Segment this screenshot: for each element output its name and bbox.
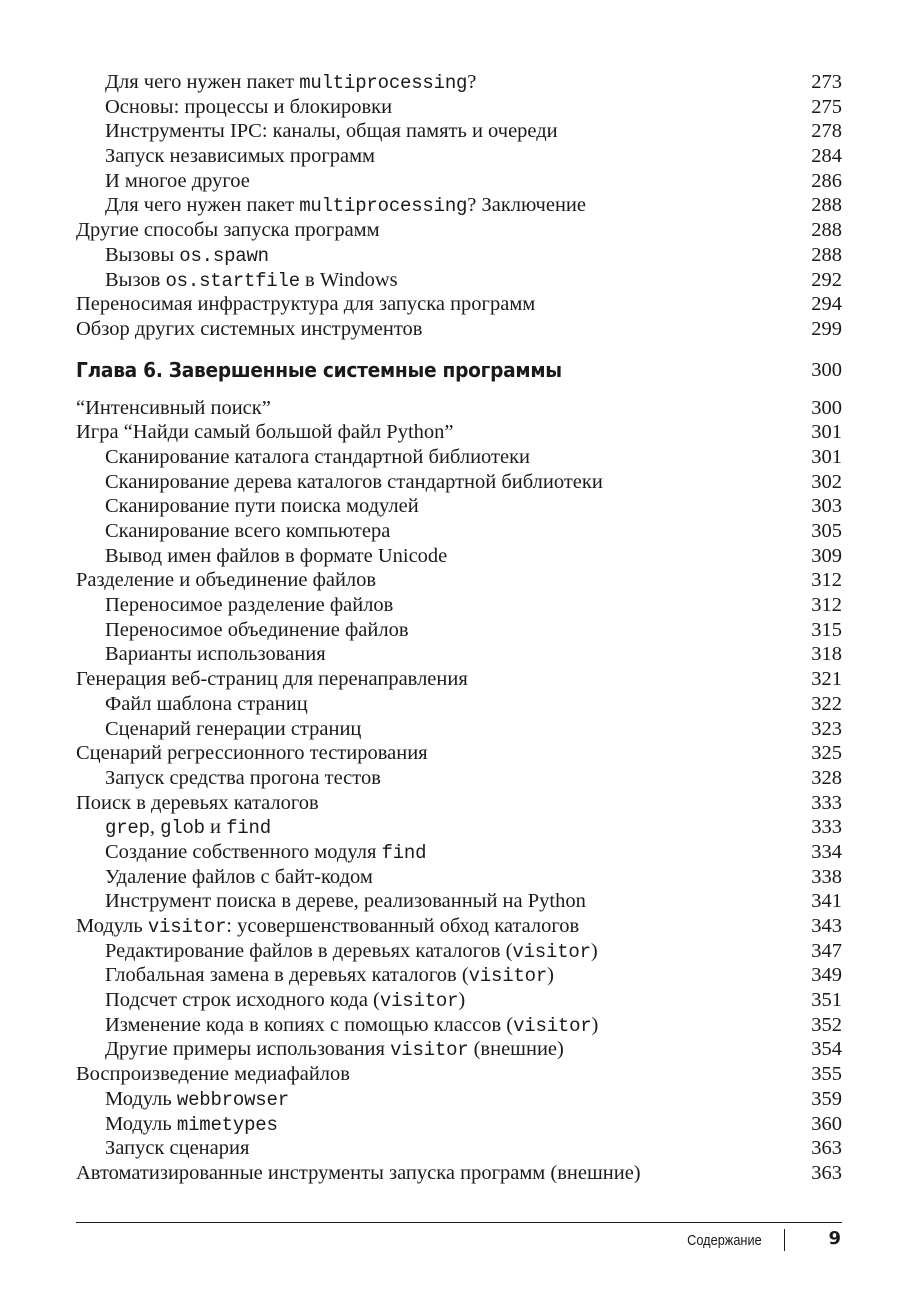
title-text: Создание собственного модуля	[105, 840, 382, 863]
toc-page-number: 292	[811, 268, 842, 291]
title-text: Инструмент поиска в дереве, реализованный на Python	[105, 890, 586, 913]
toc-subentry	[76, 268, 842, 293]
toc-entry-title	[76, 218, 380, 243]
toc-page-number: 302	[811, 470, 842, 493]
title-text: Основы: процессы и блокировки	[105, 95, 393, 118]
toc-page-number: 275	[811, 95, 842, 118]
toc-section-before	[76, 70, 842, 342]
chapter-spacer	[76, 342, 842, 356]
code-identifier: visitor	[379, 990, 459, 1013]
toc-subentry	[76, 988, 842, 1013]
toc-entry-title	[105, 815, 271, 841]
title-text: Поиск в деревьях каталогов	[76, 791, 319, 814]
title-text: Другие способы запуска программ	[76, 219, 380, 242]
toc-chapter-heading	[76, 356, 842, 396]
title-text: Сканирование дерева каталогов стандартной библиотеки	[105, 470, 603, 493]
toc-subentry	[76, 169, 842, 194]
toc-entry-title	[76, 396, 271, 421]
title-text: Сценарий регрессионного тестирования	[76, 742, 428, 765]
toc-page-number: 338	[811, 865, 842, 888]
toc-entry-title	[76, 317, 422, 342]
code-identifier: visitor	[513, 1014, 592, 1037]
footer-divider	[784, 1229, 785, 1251]
toc-page-number: 294	[811, 293, 842, 316]
toc-page-number: 363	[811, 1161, 842, 1184]
toc-subentry	[76, 1087, 842, 1112]
toc-entry-title	[105, 95, 392, 120]
title-text: Разделение и объединение файлов	[76, 569, 377, 592]
toc-entry-title	[76, 1062, 350, 1087]
title-text: Вывод имен файлов в формате Unicode	[105, 544, 448, 567]
title-text: Запуск независимых программ	[105, 145, 376, 168]
toc-subentry	[76, 692, 842, 717]
toc-page-number: 301	[811, 445, 842, 468]
code-identifier: visitor	[468, 965, 548, 988]
toc-page-number: 333	[811, 791, 842, 814]
toc-subentry	[76, 815, 842, 840]
toc-page-number: 278	[811, 120, 842, 143]
title-text: Сканирование каталога стандартной библиотеки	[105, 445, 531, 468]
toc-entry	[76, 667, 842, 692]
toc-subentry	[76, 618, 842, 643]
toc-page-number: 363	[811, 1137, 842, 1160]
toc-page-number: 299	[811, 317, 842, 340]
title-text: в Windows	[299, 268, 398, 291]
code-identifier: visitor	[390, 1039, 469, 1062]
toc-page-number: 328	[811, 766, 842, 789]
toc-page-number: 315	[811, 618, 842, 641]
toc-page-number: 341	[811, 890, 842, 913]
toc-page-number: 355	[811, 1063, 842, 1086]
toc-page-number: 352	[811, 1013, 842, 1036]
toc-entry-title	[105, 445, 530, 470]
title-text: Воспроизведение медиафайлов	[76, 1063, 350, 1086]
toc-entry	[76, 1161, 842, 1186]
title-text: Автоматизированные инструменты запуска программ (внешние)	[76, 1161, 641, 1184]
toc-entry	[76, 741, 842, 766]
toc-entry-title	[76, 420, 454, 445]
toc-subentry	[76, 889, 842, 914]
toc-page-number: 360	[811, 1112, 842, 1135]
toc-subentry	[76, 1136, 842, 1161]
toc-entry-title	[76, 1161, 641, 1186]
title-text: Сценарий генерации страниц	[105, 717, 362, 740]
toc-page-number: 321	[811, 668, 842, 691]
toc-entry	[76, 317, 842, 342]
toc-subentry	[76, 1112, 842, 1137]
footer-page-number: 9	[828, 1228, 841, 1249]
footer-rule	[76, 1222, 842, 1223]
code-identifier: multiprocessing	[299, 72, 468, 94]
title-text: Изменение кода в копиях с помощью классов (	[105, 1013, 514, 1036]
toc-page-number: 288	[811, 219, 842, 242]
toc-entry	[76, 218, 842, 243]
toc-entry	[76, 396, 842, 421]
code-identifier: visitor	[512, 940, 591, 963]
toc-page-number: 286	[811, 169, 842, 192]
toc-subentry	[76, 865, 842, 890]
code-identifier: mimetypes	[176, 1113, 278, 1136]
title-text: Запуск средства прогона тестов	[105, 766, 381, 789]
toc-page-number: 309	[811, 544, 842, 567]
toc-entry	[76, 791, 842, 816]
title-text: )	[590, 939, 598, 962]
toc-entry-title	[76, 292, 535, 317]
toc-entry-title	[76, 568, 376, 593]
title-text: Удаление файлов с байт-кодом	[105, 865, 373, 888]
toc-page-number: 303	[811, 495, 842, 518]
toc-entry-title	[105, 494, 419, 519]
code-identifier: find	[381, 841, 427, 864]
toc-entry-title	[105, 618, 409, 643]
toc-entry-title	[76, 667, 468, 692]
title-text: И многое другое	[105, 169, 250, 192]
toc-entry-title	[105, 119, 558, 144]
title-text: Для чего нужен пакет	[105, 71, 300, 93]
toc-subentry	[76, 243, 842, 268]
toc-entry-title	[105, 1087, 289, 1113]
toc-entry-title	[105, 939, 598, 965]
table-of-contents	[76, 70, 842, 1186]
toc-entry-title	[105, 1013, 598, 1039]
toc-entry-title	[76, 741, 428, 766]
title-text: )	[547, 964, 554, 987]
toc-entry-title	[105, 70, 476, 96]
title-text: Игра “Найди самый большой файл Python”	[76, 421, 454, 444]
toc-subentry	[76, 840, 842, 865]
toc-entry-title	[105, 865, 373, 890]
title-text: Запуск сценария	[105, 1137, 250, 1160]
toc-entry-title	[105, 470, 603, 495]
title-text: Глобальная замена в деревьях каталогов (	[105, 964, 469, 987]
toc-page-number: 300	[811, 396, 842, 419]
toc-entry-title	[105, 717, 361, 742]
toc-subentry	[76, 1037, 842, 1062]
toc-entry-title	[105, 144, 375, 169]
title-text: “Интенсивный поиск”	[76, 396, 271, 419]
toc-page-number: 354	[811, 1038, 842, 1061]
toc-page-number: 359	[811, 1087, 842, 1110]
toc-page-number: 288	[811, 194, 842, 217]
title-text: Обзор других системных инструментов	[76, 317, 423, 340]
toc-page-number: 301	[811, 421, 842, 444]
toc-entry	[76, 292, 842, 317]
code-identifier: visitor	[147, 916, 227, 938]
toc-subentry	[76, 95, 842, 120]
toc-page-number: 284	[811, 145, 842, 168]
toc-subentry	[76, 544, 842, 569]
title-text: Переносимая инфраструктура для запуска программ	[76, 293, 536, 316]
toc-entry-title	[105, 193, 586, 219]
toc-subentry	[76, 470, 842, 495]
toc-page-number: 318	[811, 643, 842, 666]
title-text: Редактирование файлов в деревьях каталогов (	[105, 939, 513, 962]
title-text: Файл шаблона страниц	[105, 692, 308, 715]
code-identifier: glob	[160, 817, 205, 840]
title-text: Варианты использования	[105, 643, 326, 666]
toc-page-number: 347	[811, 939, 842, 962]
title-text: Сканирование всего компьютера	[105, 520, 391, 542]
toc-subentry	[76, 445, 842, 470]
toc-subentry	[76, 939, 842, 964]
title-text: Модуль	[105, 1087, 177, 1110]
title-text: Вызовы	[105, 243, 180, 266]
title-text: и	[204, 816, 227, 839]
toc-subentry	[76, 70, 842, 95]
title-text: Переносимое разделение файлов	[105, 594, 394, 617]
toc-page-number: 349	[811, 964, 842, 987]
title-text: )	[591, 1013, 599, 1036]
toc-entry-title	[105, 519, 390, 544]
toc-subentry	[76, 717, 842, 742]
toc-entry-title	[76, 791, 319, 816]
toc-subentry	[76, 766, 842, 791]
toc-page-number: 333	[811, 816, 842, 839]
toc-entry-title	[105, 963, 554, 989]
toc-entry-title	[105, 766, 381, 791]
chapter-page-number: 300	[811, 358, 842, 381]
toc-subentry	[76, 119, 842, 144]
toc-subentry	[76, 963, 842, 988]
toc-entry-title	[105, 169, 250, 194]
toc-subentry	[76, 1013, 842, 1038]
toc-page-number: 322	[811, 692, 842, 715]
title-text: Для чего нужен пакет	[105, 194, 300, 217]
toc-subentry	[76, 519, 842, 544]
toc-entry	[76, 1062, 842, 1087]
toc-page-number: 273	[811, 71, 842, 93]
toc-page-number: 325	[811, 742, 842, 765]
title-text: Инструменты IPC: каналы, общая память и очереди	[105, 120, 558, 143]
title-text: Переносимое объединение файлов	[105, 618, 409, 641]
title-text: Генерация веб-страниц для перенаправления	[76, 668, 468, 691]
title-text: ? Заключение	[467, 194, 587, 217]
toc-subentry	[76, 494, 842, 519]
toc-page-number: 323	[811, 717, 842, 740]
toc-page-number: 312	[811, 594, 842, 617]
toc-entry-title	[105, 840, 426, 866]
toc-entry	[76, 420, 842, 445]
footer-section-label: Содержание	[687, 1232, 762, 1249]
title-text: Модуль	[76, 915, 148, 937]
toc-page-number: 351	[811, 989, 842, 1012]
toc-entry	[76, 568, 842, 593]
toc-subentry	[76, 193, 842, 218]
title-text: ,	[149, 816, 161, 839]
code-identifier: webbrowser	[176, 1088, 289, 1111]
toc-subentry	[76, 642, 842, 667]
toc-entry	[76, 914, 842, 939]
chapter-title: Глава 6. Завершенные системные программы	[76, 357, 562, 382]
toc-page-number: 288	[811, 243, 842, 266]
code-identifier: find	[226, 817, 271, 840]
toc-entry-title	[105, 889, 586, 914]
toc-entry-title	[105, 1112, 278, 1138]
toc-page-number: 334	[811, 840, 842, 863]
toc-page-number: 305	[811, 520, 842, 542]
toc-page-number: 343	[811, 915, 842, 937]
title-text: Вызов	[105, 268, 166, 291]
toc-section-after	[76, 396, 842, 1186]
title-text: ?	[467, 71, 477, 93]
code-identifier: os.startfile	[165, 269, 300, 292]
toc-entry-title	[105, 1037, 564, 1063]
toc-entry-title	[105, 692, 308, 717]
toc-entry-title	[105, 988, 465, 1014]
title-text: Подсчет строк исходного кода (	[105, 989, 380, 1012]
title-text: Другие примеры использования	[105, 1038, 391, 1061]
toc-subentry	[76, 144, 842, 169]
toc-page-number: 312	[811, 569, 842, 592]
toc-entry-title	[105, 642, 326, 667]
toc-entry-title	[105, 268, 398, 294]
toc-entry-title	[105, 1136, 249, 1161]
title-text: Модуль	[105, 1112, 177, 1135]
toc-entry-title	[76, 914, 579, 940]
toc-entry-title	[105, 243, 269, 269]
title-text: )	[458, 989, 466, 1012]
code-identifier: multiprocessing	[299, 195, 468, 218]
title-text: (внешние)	[468, 1038, 564, 1061]
toc-entry-title	[105, 544, 447, 569]
toc-entry-title	[105, 593, 393, 618]
title-text: Сканирование пути поиска модулей	[105, 495, 419, 518]
toc-subentry	[76, 593, 842, 618]
code-identifier: os.spawn	[179, 244, 269, 267]
code-identifier: grep	[105, 817, 150, 840]
title-text: : усовершенствованный обход каталогов	[226, 915, 580, 937]
